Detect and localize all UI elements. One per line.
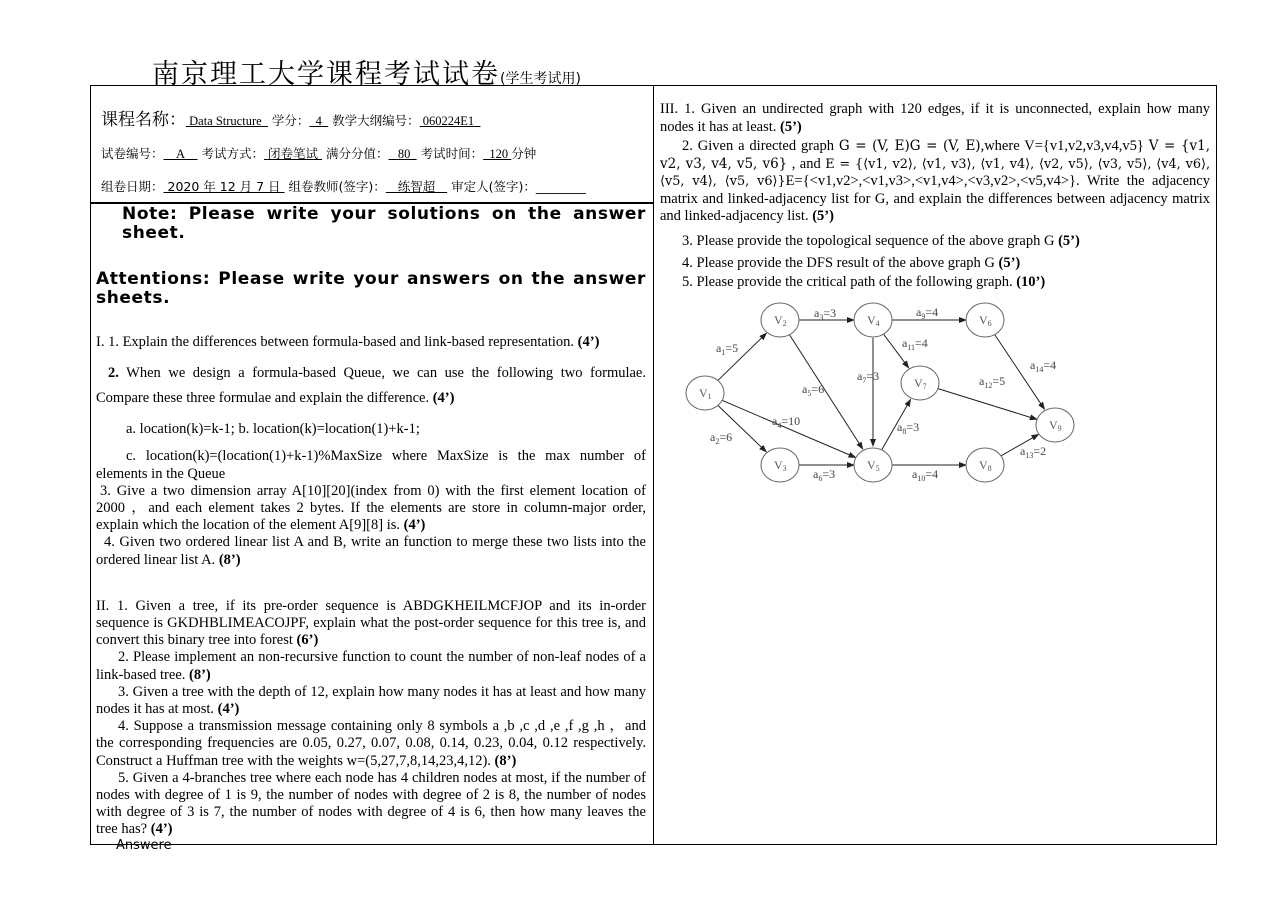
graph-edge-label: $a_5=6$ [802, 382, 825, 398]
q3-1-points: (5’) [780, 118, 802, 135]
graph-edge-v1-v3 [718, 405, 766, 451]
credit-label: 学分： [271, 113, 310, 128]
q3-5-text: 5. Please provide the critical path of the following graph. [682, 273, 1013, 290]
date-value: 2020 年 12 月 7 日 [167, 179, 281, 194]
question-2-1 [96, 598, 646, 650]
mode-value: 闭卷笔试 [268, 146, 319, 161]
teacher-label: 组卷教师(签字)： [288, 179, 386, 194]
q1-2-number: 2. [108, 365, 119, 382]
q2-2-points: (8’) [189, 666, 211, 683]
paper-value: A [176, 147, 186, 161]
q3-2-edge-set: E = {⟨v1, v2⟩, ⟨v1, v3⟩, ⟨v1, v4⟩, ⟨v2, v5⟩, ⟨v3, v5⟩, ⟨v4, v6⟩, ⟨v5, v4⟩, ⟨v5, v6⟩} [660, 156, 1211, 189]
q1-4-points: (8’) [218, 551, 241, 568]
graph-edge-label: $a_2=6$ [710, 430, 733, 446]
question-3-3 [660, 230, 1210, 252]
q1-2-text: When we design a formula-based Queue, we can use the following two formulae. Compare these three formulae and explain the difference. [96, 365, 646, 407]
syllabus-label: 教学大纲编号： [332, 113, 420, 128]
q3-5-points: (10’) [1016, 273, 1046, 290]
question-3-5 [660, 274, 1210, 292]
q1-1-points: (4’) [577, 334, 600, 350]
question-2-3 [96, 684, 646, 718]
credit-value: 4 [315, 114, 322, 128]
graph-edge-label: $a_{12}=5$ [979, 374, 1006, 390]
q3-4-text: 4. Please provide the DFS result of the above graph G [682, 254, 995, 271]
graph-node-label: V2 [774, 313, 787, 328]
question-3-2 [660, 138, 1210, 226]
info-row-date [101, 177, 586, 195]
graph-node-label: V9 [1049, 418, 1062, 433]
q2-3-points: (4’) [217, 701, 240, 718]
question-2-4 [96, 718, 646, 770]
teacher-value: 练智超 [397, 179, 436, 194]
graph-edge-label: $a_{13}=2$ [1020, 444, 1047, 460]
graph-edge-label: $a_{10}=4$ [912, 467, 939, 483]
reviewer-value: ________ [535, 179, 586, 194]
q1-4-text: 4. Given two ordered linear list A and B, write an function to merge these two lists into the ordered linear list A. [96, 534, 646, 568]
q3-3-text: 3. Please provide the topological sequence of the above graph G [682, 232, 1055, 249]
column-divider [653, 85, 654, 845]
q2-4-points: (8’) [494, 752, 517, 769]
q3-2-math: G = (V, E)G = (V, E) [838, 138, 981, 154]
q3-2-text-b: ,where V={v1,v2,v3,v4,v5} [980, 138, 1144, 154]
q3-2-points: (5’) [812, 208, 834, 224]
time-unit: 分钟 [511, 146, 537, 161]
graph-edge-label: $a_7=3$ [857, 369, 880, 385]
q2-1-points: (6’) [296, 632, 319, 649]
q2-2-text: 2. Please implement an non-recursive function to count the number of non-leaf nodes of a link-based tree. [96, 649, 646, 683]
q2-3-text: 3. Given a tree with the depth of 12, explain how many nodes it has at least and how many nodes it has at most. [96, 683, 646, 718]
mode-label: 考试方式： [201, 146, 265, 161]
graph-node-label: V6 [979, 313, 992, 328]
q1-2-points: (4’) [432, 390, 455, 407]
reviewer-label: 审定人(签字)： [451, 179, 536, 194]
question-1-1 [96, 334, 646, 351]
exam-title-suffix: (学生考试用) [500, 71, 581, 87]
graph-node-label: V1 [699, 386, 712, 401]
graph-edge-v7-v9 [937, 388, 1037, 419]
q3-2-text-a: 2. Given a directed graph [682, 138, 835, 154]
graph-node-label: V4 [867, 313, 880, 328]
question-3-1 [660, 101, 1210, 136]
time-label: 考试时间： [420, 146, 484, 161]
q3-3-points: (5’) [1058, 232, 1080, 249]
question-2-2 [96, 649, 646, 683]
question-1-4 [96, 534, 646, 568]
info-row-paper [101, 144, 536, 162]
q3-2-text-c: E={<v1,v2>,<v1,v3>,<v1,v4>,<v3,v2>,<v5,v4>}. Write the adjacency matrix and linked-adjacency list for G, and explain the differences between adjacency matrix and linked-adjacency list. [660, 173, 1210, 224]
q2-5-text: 5. Given a 4-branches tree where each node has 4 children nodes at most, if the number of nodes with degree of 1 is 9, the number of nodes with degree of 2 is 8, the number of nodes with degree of 3 is 7, the number of nodes with degree of 4 is 6, then how many leaves the tree has? [96, 769, 646, 838]
graph-node-label: V7 [914, 376, 927, 391]
question-3-4 [660, 252, 1210, 274]
date-label: 组卷日期： [101, 179, 164, 194]
q2-4-text: 4. Suppose a transmission message containing only 8 symbols a ,b ,c ,d ,e ,f ,g ,h ，and the corresponding frequencies are 0.05, 0.27, 0.07, 0.08, 0.14, 0.23, 0.04, 0.12 respectively. Construct a Huffman tree with the weights w=(5,27,7,8,14,23,4,12). [96, 718, 646, 769]
graph-node-label: V8 [979, 458, 992, 473]
graph-edge-label: $a_1=5$ [716, 341, 739, 357]
q2-1-text: II. 1. Given a tree, if its pre-order sequence is ABDGKHEILMCFJOP and its in-order sequence is GKDHBLIMEACOJPF, explain what the post-order sequence for this tree is, and convert this binary tree into forest [96, 597, 646, 649]
graph-edge-label: $a_{11}=4$ [902, 336, 928, 352]
question-1-3 [96, 483, 646, 535]
syllabus-value: 060224E1 [422, 114, 475, 128]
q3-2-comma: , [791, 155, 796, 172]
question-1-2 [96, 361, 646, 411]
graph-node-label: V5 [867, 458, 880, 473]
course-value: Data Structure [189, 114, 262, 128]
q2-5-points: (4’) [150, 821, 173, 838]
q1-1-text: I. 1. Explain the differences between formula-based and link-based representation. [96, 334, 575, 350]
graph-edge-label: $a_4=10$ [772, 414, 801, 430]
score-value: 80 [397, 147, 411, 161]
info-row-course [101, 105, 480, 130]
q3-1-text: III. 1. Given an undirected graph with 120 edges, if it is unconnected, explain how many nodes it has at least. [660, 101, 1210, 135]
paper-label: 试卷编号： [101, 146, 164, 161]
question-2-5 [96, 770, 646, 839]
left-column [96, 203, 646, 853]
graph-edge-label: $a_9=4$ [916, 305, 939, 321]
graph-edge-label: $a_8=3$ [897, 420, 920, 436]
right-column [660, 101, 1210, 291]
q1-3-text: 3. Give a two dimension array A[10][20](index from 0) with the first element location of 2000 ，and each element takes 2 bytes. If the elements are store in column-major order, explain which the location of the element A[9][8] is. [96, 482, 646, 534]
time-value: 120 [489, 147, 509, 161]
course-label: 课程名称： [101, 110, 186, 130]
aoe-network-graph [680, 298, 1080, 490]
score-label: 满分分值： [326, 146, 389, 161]
q3-2-and: and [799, 155, 821, 172]
exam-title-text: 南京理工大学课程考试试卷 [152, 59, 500, 90]
q3-2-vertex-set: V = {v1, v2, v3, v4, v5, v6} [660, 138, 1210, 172]
q3-4-points: (5’) [998, 254, 1021, 271]
q1-2-option-c: c. location(k)=(location(1)+k-1)%MaxSize where MaxSize is the max number of elements in the Queue [96, 448, 646, 482]
graph-node-label: V3 [774, 458, 787, 473]
q1-3-points: (4’) [403, 517, 426, 534]
graph-edge-v2-v5 [790, 335, 863, 449]
graph-edge-label: $a_{14}=4$ [1030, 358, 1057, 374]
answer-stub: Answere [116, 837, 172, 853]
note-text: Note: Please write your solutions on the answer sheet. [122, 204, 646, 243]
attention-text: Attentions: Please write your answers on the answer sheets. [96, 269, 646, 308]
q1-2-options-ab: a. location(k)=k-1; b. location(k)=location(1)+k-1; [126, 421, 420, 438]
graph-edge-label: $a_6=3$ [813, 467, 836, 483]
graph-edge-label: $a_3=3$ [814, 306, 837, 322]
